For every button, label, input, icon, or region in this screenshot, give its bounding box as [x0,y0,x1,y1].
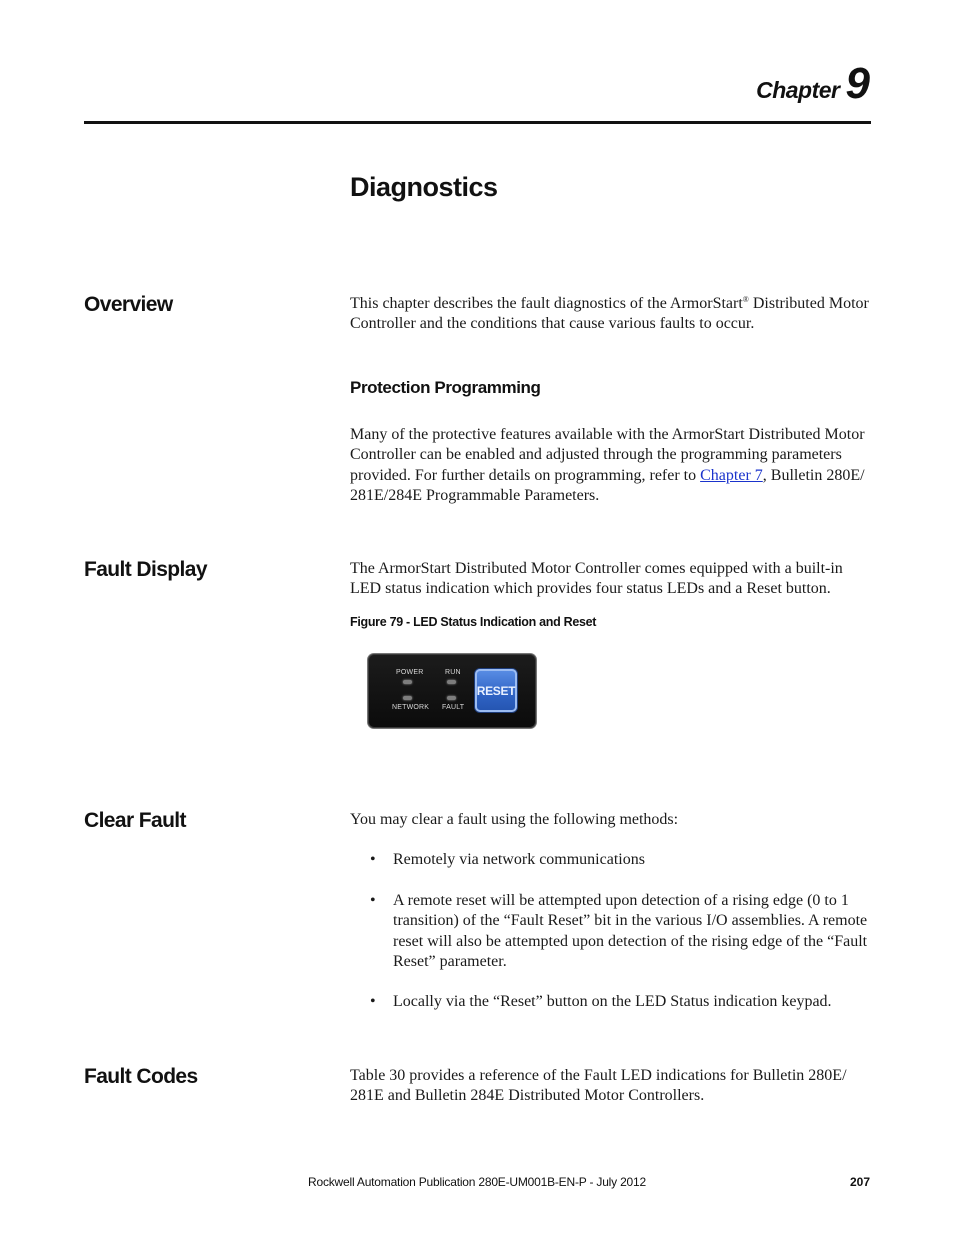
protection-programming-heading: Protection Programming [350,378,541,397]
page-number: 207 [849,1175,870,1189]
registered-mark: ® [742,295,749,304]
list-item: • A remote reset will be attempted upon detection of a rising edge (0 to 1 transition) of the “Fault Reset” bit in the various I/O assemblies. A remote reset will also be attempted upon detection of the rising edge of the “Fault Reset” parameter. [370,892,868,970]
figure-caption: Figure 79 - LED Status Indication and Reset [350,615,597,629]
overview-heading: Overview [84,293,173,316]
power-label: POWER [396,669,424,676]
protection-text-end: , Bulletin 280E/ 281E/284E Programmable Parameters. [350,466,865,504]
led-status-panel [368,654,536,728]
chapter-rule [84,121,871,124]
chapter-word: Chapter [756,77,840,103]
run-label: RUN [445,669,461,676]
fault-display-paragraph: The ArmorStart Distributed Motor Controller comes equipped with a built-in LED status indication which provides four status LEDs and a Reset button. [350,560,843,598]
footer-publication: Rockwell Automation Publication 280E-UM001B-EN-P - July 2012 [308,1175,646,1189]
clear-fault-methods-list [370,850,872,870]
fault-codes-paragraph: Table 30 provides a reference of the Fault LED indications for Bulletin 280E/ 281E and Bulletin 284E Distributed Motor Controllers. [350,1067,847,1105]
clear-fault-intro: You may clear a fault using the following methods: [350,811,679,828]
page-title: Diagnostics [350,172,498,202]
protection-text-start: Many of the protective features available with the ArmorStart Distributed Motor Controller can be enabled and adjusted through the programming parameters provided. For further details on programming, refer to [350,426,865,484]
chapter-7-link[interactable]: Chapter 7 [700,466,763,484]
clear-fault-heading: Clear Fault [84,809,186,832]
fault-display-heading: Fault Display [84,558,207,581]
bullet-icon: • [370,993,376,1010]
fault-label: FAULT [442,704,465,711]
power-led-icon [403,680,412,684]
network-label: NETWORK [392,704,430,711]
protection-paragraph [350,425,872,506]
reset-button: RESET [475,669,517,712]
clear-fault-methods-list [370,992,872,1012]
fault-led-icon [447,696,456,700]
fault-codes-heading: Fault Codes [84,1065,198,1088]
list-item: • Remotely via network communications [370,850,872,870]
chapter-number: 9 [845,59,870,108]
overview-text-end: Distributed Motor Controller and the conditions that cause various faults to occur. [350,295,869,333]
clear-fault-methods-list [370,891,872,972]
run-led-icon [447,680,456,684]
chapter-label [756,59,870,108]
overview-paragraph [350,294,872,335]
bullet-icon: • [370,851,376,868]
list-item: • Locally via the “Reset” button on the LED Status indication keypad. [370,992,872,1012]
bullet-icon: • [370,892,376,909]
network-led-icon [403,696,412,700]
overview-text-start: This chapter describes the fault diagnostics of the ArmorStart [350,295,743,312]
